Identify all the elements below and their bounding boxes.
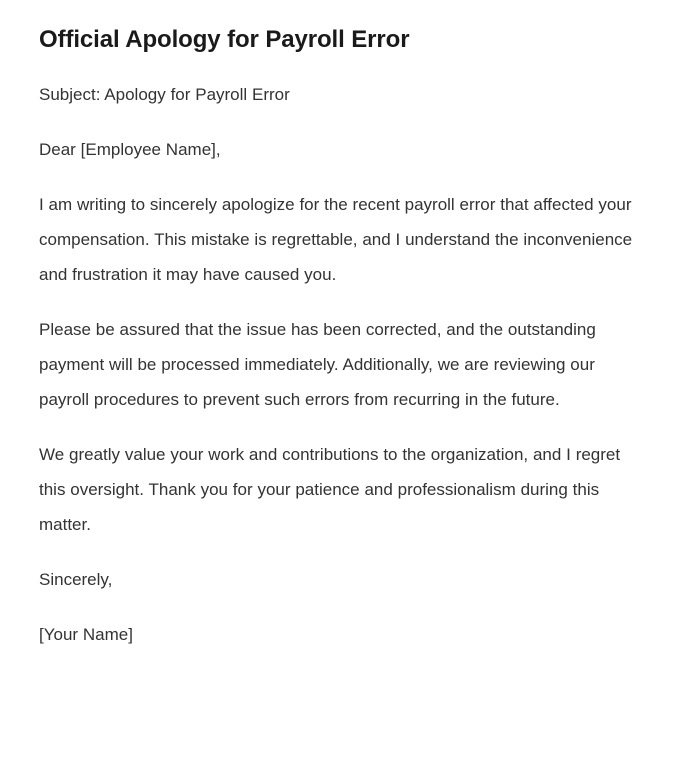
signature-line: [Your Name] — [39, 625, 133, 644]
page-title: Official Apology for Payroll Error — [39, 26, 410, 53]
subject-line: Subject: Apology for Payroll Error — [39, 85, 290, 104]
salutation: Dear [Employee Name], — [39, 140, 221, 159]
body-paragraph-3: We greatly value your work and contributions to the organization, and I regret this oversight. Thank you for your patience and professionalism during this matter. — [39, 445, 621, 534]
letter-body — [39, 77, 640, 652]
body-paragraph-1: I am writing to sincerely apologize for the recent payroll error that affected your compensation. This mistake is regrettable, and I understand the inconvenience and frustration it may have caused you. — [39, 195, 633, 284]
body-paragraph-2: Please be assured that the issue has been corrected, and the outstanding payment will be processed immediately. Additionally, we are reviewing our payroll procedures to prevent such errors from recurring in the future. — [39, 320, 596, 409]
closing-line: Sincerely, — [39, 570, 113, 589]
